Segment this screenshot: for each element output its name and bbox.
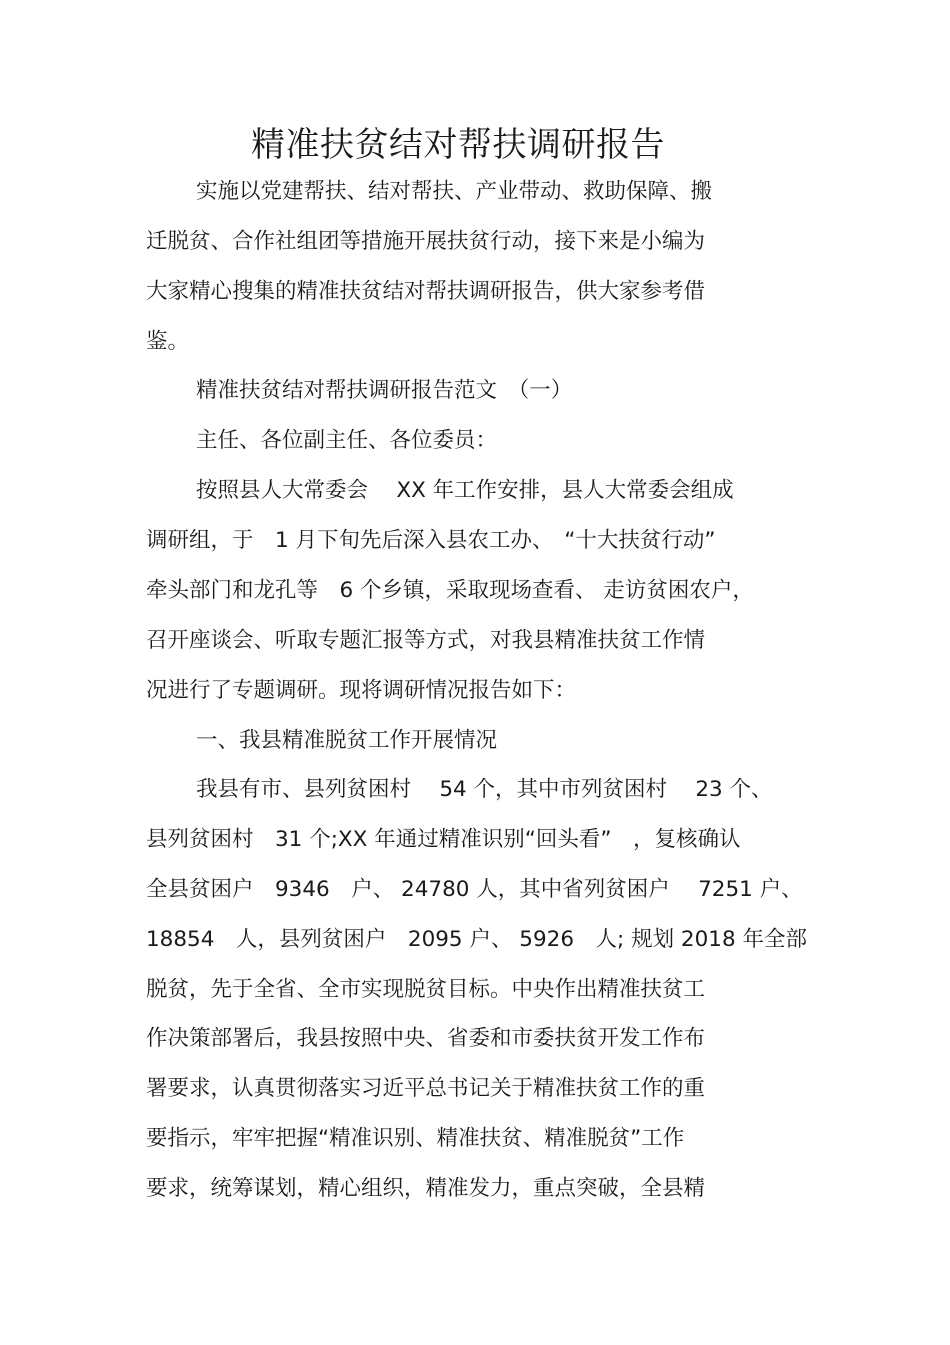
text-line: 作决策部署后，我县按照中央、省委和市委扶贫开发工作布 <box>146 1026 706 1051</box>
section-heading: 精准扶贫结对帮扶调研报告范文 （一） <box>196 378 573 403</box>
text-line: 况进行了专题调研。现将调研情况报告如下： <box>146 678 577 703</box>
text-line: 牵头部门和龙孔等 6 个乡镇，采取现场查看、 走访贫困农户， <box>146 578 754 603</box>
text-line: 县列贫困村 31 个;XX 年通过精准识别“回头看” ，复核确认 <box>146 827 741 852</box>
text-line: 鉴。 <box>146 329 190 354</box>
text-line: 我县有市、县列贫困村 54 个，其中市列贫困村 23 个、 <box>196 777 773 802</box>
text-line: 实施以党建帮扶、结对帮扶、产业带动、救助保障、搬 <box>196 179 713 204</box>
section-heading: 一、我县精准脱贫工作开展情况 <box>196 728 498 753</box>
text-line: 要指示，牢牢把握“精准识别、精准扶贫、精准脱贫”工作 <box>146 1126 685 1151</box>
salutation: 主任、各位副主任、各位委员： <box>196 428 498 453</box>
text-line: 全县贫困户 9346 户、 24780 人，其中省列贫困户 7251 户、 <box>146 877 803 902</box>
text-line: 18854 人，县列贫困户 2095 户、 5926 人; 规划 2018 年全部 <box>146 927 807 952</box>
text-line: 按照县人大常委会 XX 年工作安排，县人大常委会组成 <box>196 478 734 503</box>
text-line: 召开座谈会、听取专题汇报等方式，对我县精准扶贫工作情 <box>146 628 706 653</box>
text-line: 署要求，认真贯彻落实习近平总书记关于精准扶贫工作的重 <box>146 1076 706 1101</box>
text-line: 脱贫，先于全省、全市实现脱贫目标。中央作出精准扶贫工 <box>146 977 706 1002</box>
text-line: 迁脱贫、合作社组团等措施开展扶贫行动，接下来是小编为 <box>146 229 706 254</box>
document-title: 精准扶贫结对帮扶调研报告 <box>251 125 665 165</box>
text-line: 大家精心搜集的精准扶贫结对帮扶调研报告，供大家参考借 <box>146 279 706 304</box>
text-line: 调研组，于 1 月下旬先后深入县农工办、 “十大扶贫行动” <box>146 528 716 553</box>
text-line: 要求，统筹谋划，精心组织，精准发力，重点突破，全县精 <box>146 1176 706 1201</box>
